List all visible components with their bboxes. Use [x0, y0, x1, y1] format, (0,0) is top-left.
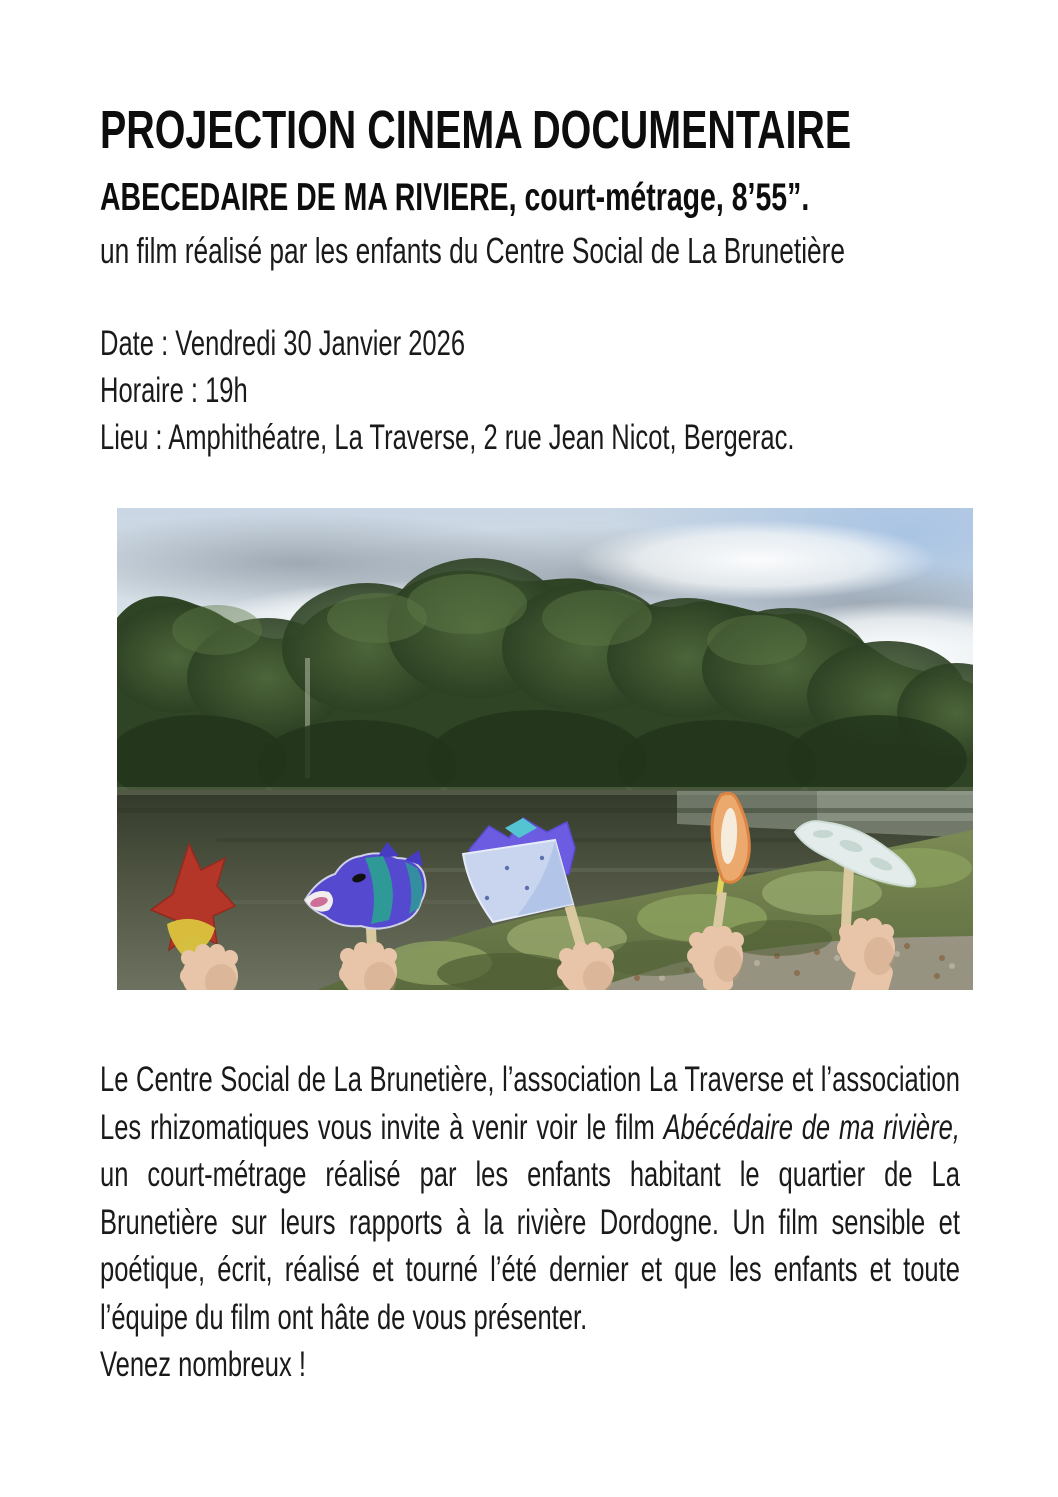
event-details [100, 320, 794, 461]
river-scene-illustration [117, 508, 973, 990]
closing-line: Venez nombreux ! [100, 1345, 306, 1384]
poster-byline: un film réalisé par les enfants du Centre Social de La Brunetière [100, 230, 846, 271]
body-text [100, 1056, 960, 1389]
body-part2: un court-métrage réalisé par les enfants habitant le quartier de La Brunetière sur leurs rapports à la rivière Dordogne. Un film sensible et poétique, écrit, réalisé et tourné l’été dernier et que les enfants et toute l’équipe du film ont hâte de vous présenter. [100, 1155, 960, 1337]
poster-title: PROJECTION CINEMA DOCUMENTAIRE [100, 100, 852, 160]
event-date: Date : Vendredi 30 Janvier 2026 [100, 324, 466, 363]
body-part1: Le Centre Social de La Brunetière, l’association La Traverse et l’association Les rhizomatiques vous invite à venir voir le film [100, 1060, 960, 1147]
river-photo [117, 508, 973, 990]
event-place: Lieu : Amphithéatre, La Traverse, 2 rue Jean Nicot, Bergerac. [100, 418, 795, 457]
film-title-italic: Abécédaire de ma rivière, [663, 1107, 960, 1147]
hand-1 [180, 944, 238, 990]
hand-2 [339, 942, 397, 990]
body-paragraph [100, 1056, 960, 1341]
poster-subtitle: ABECEDAIRE DE MA RIVIERE, court-métrage, 8’55”. [100, 176, 810, 219]
hand-3 [557, 942, 614, 990]
event-time: Horaire : 19h [100, 371, 248, 410]
